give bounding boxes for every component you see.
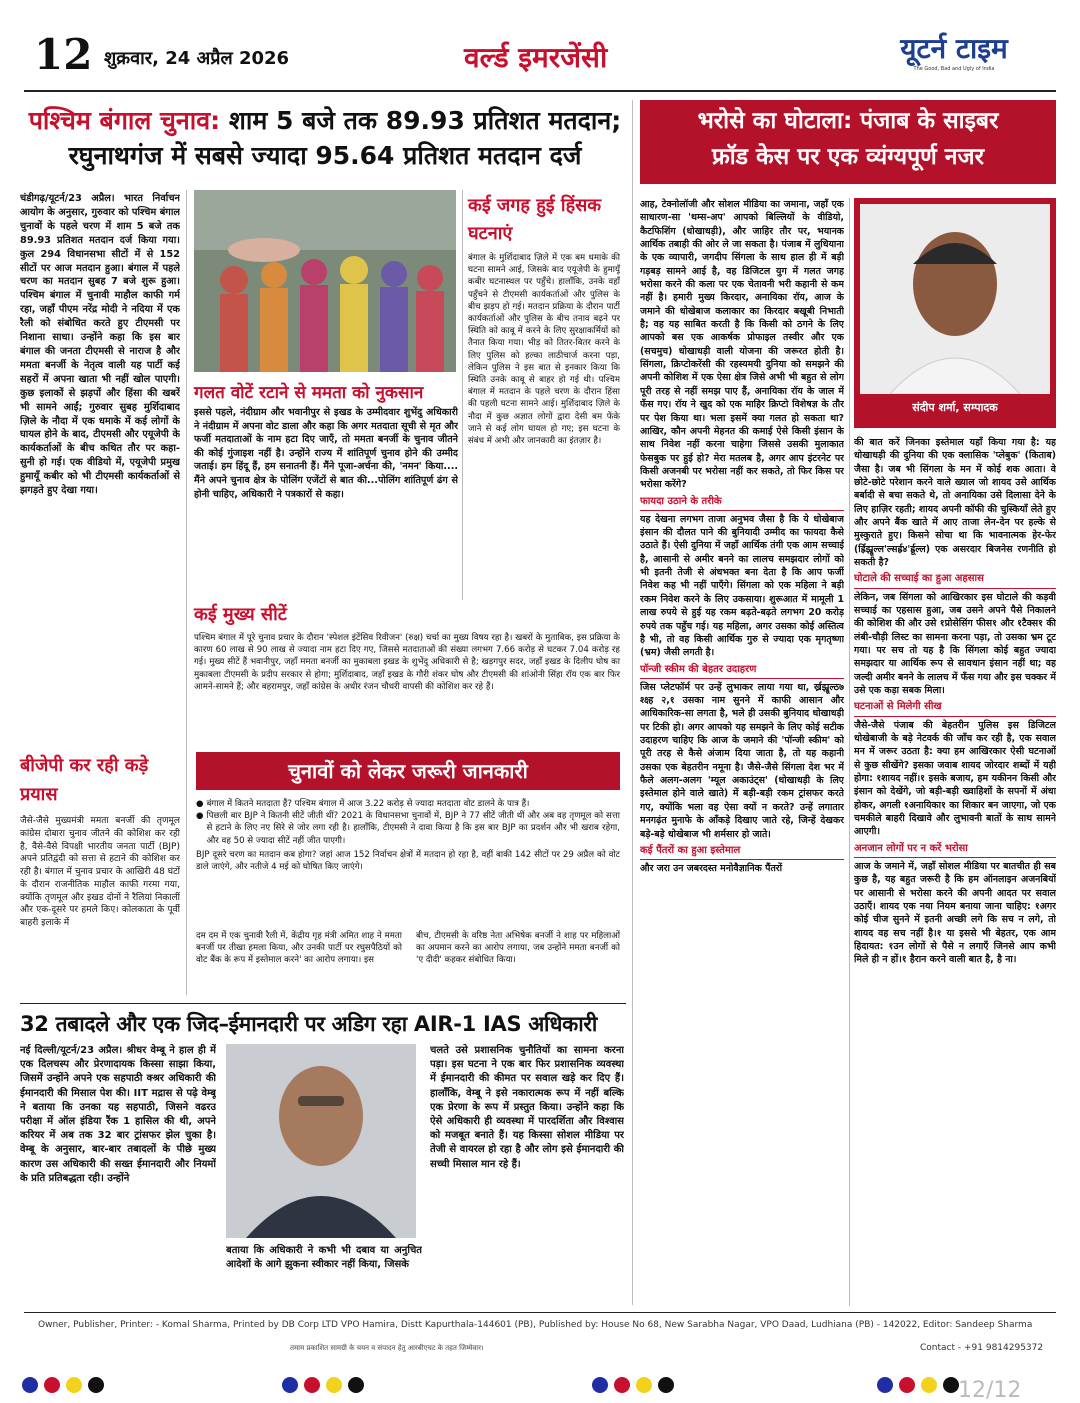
ias-officer-photo xyxy=(226,1044,416,1238)
ias-column-3: चलते उसे प्रशासनिक चुनौतियों का सामना करना पड़ा। इस घटना ने एक बार फिर प्रशासनिक व्यवस्था में ईमानदारी की कीमत पर सवाल खड़े कर दिए हैं। हालाँकि, वेम्बू ने इसे नकारात्मक रूप में नहीं बल्कि एक प्रेरणा के रूप में प्रस्तुत किया। उन्होंने कहा कि ऐसे अधिकारी ही व्यवस्था में पारदर्शिता और विश्वास को मजबूत बनाते हैं। यह किस्सा सोशल मीडिया पर तेजी से वायरल हो रहा है और लोग इसे ईमानदारी की सच्ची मिसाल मान रहे हैं। xyxy=(430,1045,624,1170)
wb-col1-text: चंडीगढ़/यूटर्न/23 अप्रैल। भारत निर्वाचन आयोग के अनुसार, गुरुवार को पश्चिम बंगाल चुनावों के पहले चरण में शाम 5 बजे तक 89.93 प्रतिशत मतदान दर्ज किया गया। कुल 294 विधानसभा सीटों में से 152 सीटों पर आज मतदान हुआ। बंगाल में पहले चरण का मतदान सुबह 7 बजे शुरू हुआ। पश्चिम बंगाल में चुनावी माहौल काफी गर्म रहा, जहाँ पीएम नरेंद्र मोदी ने नदिया में एक रैली को संबोधित करते हुए टीएमसी पर निशाना साधा। उन्होंने कहा कि इस बार बंगाल की जनता टीएमसी से नाराज है और ममता बनर्जी के नेतृत्व वाली यह पार्टी कई सहरों में अपना खाता भी नहीं खोल पाएगी। कुछ इलाकों से झड़पों और हिंसा की खबरें भी सामने आईं; गुरुवार सुबह मुर्शिदाबाद ज़िले के नौदा में एक धमाके में कई लोगों के घायल होने के बाद, टीएमसी और एयूजेपी के कार्यकर्ताओं के बीच कथित तौर पर कहा-सुनी हो गई। एक वीडियो में, एयूजेपी प्रमुख हुमायूँ कबीर को भी टीएमसी कार्यकर्ताओं से झगड़ते हुए देखा गया। xyxy=(20,193,180,497)
subhead-lesson: घटनाओं से मिलेगी सीख xyxy=(854,700,1056,716)
wb-column-1 xyxy=(20,192,180,740)
logo-text: यूटर्न टाइम xyxy=(900,32,1008,65)
mamata-heading: गलत वोटें रटाने से ममता को नुकसान xyxy=(194,383,424,403)
bullet-icon: ● xyxy=(196,799,204,809)
ias-column-2: बताया कि अधिकारी ने कभी भी दबाव या अनुचित आदेशों के आगे झुकना स्वीकार नहीं किया, जिसके xyxy=(226,1245,422,1271)
editorial-right-intro: की बात करें जिनका इस्तेमाल यहाँ किया गया है: यह धोखाधड़ी की दुनिया की एक क्लासिक 'प्लेबुक' (किताब) जैसा है। जब भी सिंगला के मन में कोई शक आता। वे छोटे-छोटे परेशान करने वाले ख्याल जो शायद उसे आर्थिक बर्बादी से बचा सकते थे, तो अनायिका उसे दिलासा देने के लिए हाज़िर रहती; शायद अपनी कॉफी की चुस्कियाँ लेते हुए और अपने बैंक खाते में आए ताजा लेन-देन पर हल्के से मुस्कुराते हुए। किसने सोचा था कि भावनात्मक हेर-फेर (र्ह्रिझ्र्रूल्ल'ल्सर्ह्र४'र्ह्रूल्ल) एक असरदार बिजनेस रणनीति हो सकती है? xyxy=(854,437,1056,569)
page-number: 12 xyxy=(34,30,93,79)
subhead-strangers: अनजान लोगों पर न करें भरोसा xyxy=(854,842,1056,858)
editorial-lesson-text: जैसे-जैसे पंजाब की बेहतरीन पुलिस इस डिजिटल धोखेबाजी के बड़े नेटवर्क की जाँच कर रही है, एक सवाल मन में जरूर उठता है: क्या हम आखिरकार ऐसी घटनाओं से कुछ सीखेंगे? इसका जवाब शायद जोरदार शब्दों में यही होगा: १शायद नहीं।१ इसके बजाय, हम यकीनन किसी और इंसान को देखेंगे, जो बड़ी-बड़ी ख्वाहिशों के सपनों में अंधा होकर, अगली १अनायिका१ का शिकार बन जाएगा, जो एक चमकीले बाहरी दिखावे और लुभावनी बातों के साथ सामने आएगी। xyxy=(854,719,1056,838)
editorial-tactics-text: और जरा उन जबरदस्त मनोवैज्ञानिक पैंतरों xyxy=(640,863,783,875)
editorial-strangers-text: आज के जमाने में, जहाँ सोशल मीडिया पर बातचीत ही सब कुछ है, यह बहुत जरूरी है कि हम ऑनलाइन अजनबियों पर आसानी से भरोसा करने की अपनी आदत पर सवाल उठाएँ। शायद एक नया नियम बनाया जाना चाहिए: १अगर कोई चीज सुनने में इतनी अच्छी लगे कि सच न लगे, तो शायद वह सच नहीं है।१ या इससे भी बेहतर, एक आम हिदायत: १उन लोगों से पैसे न लगाएँ जिनसे आप कभी मिले ही न हों।१ हैरान करने वाली बात है, है ना। xyxy=(854,860,1056,966)
info-banner-text: चुनावों को लेकर जरूरी जानकारी xyxy=(288,759,528,783)
column-divider xyxy=(849,198,850,1306)
ias-top-rule xyxy=(20,1003,626,1004)
editorial-misuse-text: यह देखना लगभग ताजा अनुभव जैसा है कि ये धोखेबाज इंसान की दौलत पाने की बुनियादी उम्मीद का फायदा कैसे उठाते हैं। ऐसी दुनिया में जहाँ आर्थिक तंगी एक आम सच्चाई है, आसानी से अमीर बनने का लालच समझदार लोगों को भी इतनी तेजी से अंधभक्त बना देता है कि आप फर्जी निवेश कह भी नहीं पाएँगे। सिंगला को एक महिला ने बड़ी रकम निवेश करने के लिए उकसाया। शुरूआत में मामूली 1 लाख रुपये से हुई यह रकम बढ़ते-बढ़ते लगभग 20 करोड़ रुपये तक पहुँच गई। यह महिला, अगर उसका कोई अस्तित्व है भी, तो वह किसी आर्थिक गुरु से ज्यादा एक मृगतृष्णा (भ्रम) जैसी लगती है। xyxy=(640,513,844,659)
voters-queue-photo xyxy=(194,190,456,372)
editorial-title-line2: फ्रॉड केस पर एक व्यंग्यपूर्ण नजर xyxy=(711,143,985,170)
subhead-tactics: कई पैंतरों का हुआ इस्तेमाल xyxy=(640,844,844,860)
editor-photo-box xyxy=(854,198,1056,428)
logo-tagline: The Good, Bad and Ugly of India xyxy=(913,65,995,72)
bjp-text: जैसे-जैसे मुख्यमंत्री ममता बनर्जी की तृणमूल कांग्रेस दोबारा चुनाव जीतने की कोशिश कर रही है, वैसे-वैसे विपक्षी भारतीय जनता पार्टी (BJP) अपने प्रतिद्वंदी को सत्ता से हटाने की कोशिश कर रही है। बंगाल में चुनाव प्रचार के आखिरी 48 घंटों के दौरान राजनीतिक माहौल काफी गरमा गया, क्योंकि तृणमूल और इखड दोनों ने रैलियां निकालीं और एक-दूसरे पर हमले किए। कोलकाता के पूर्वी बाहरी इलाके में xyxy=(20,816,180,929)
section-title: वर्ल्ड इमरजेंसी xyxy=(464,41,608,74)
bjp-heading: बीजेपी कर रही कड़े प्रयास xyxy=(20,755,149,805)
ias-headline: 32 तबादले और एक जिद–ईमानदारी पर अडिग रहा AIR-1 IAS अधिकारी xyxy=(20,1012,598,1036)
masthead xyxy=(24,24,1056,88)
footer-rule xyxy=(24,1312,1056,1313)
wb-headline-rest: शाम 5 बजे तक 89.93 प्रतिशत मतदान; xyxy=(220,106,622,135)
info-list xyxy=(196,798,620,916)
info-bullet-1 xyxy=(196,798,620,810)
editorial-ponzi-text: जिस प्लेटफॉर्म पर उन्हें लुभाकर लाया गया था, र्ख्रझ्र्रूल्ठ७ श्क्ष्ह २,१ उसका नाम सुनने में काफी आसान और आधिकारिक-सा लगता है, भले ही उसकी बुनियाद धोखाधड़ी पर टिकी हो। अगर आपको यह समझने के लिए कोई सटीक उदाहरण चाहिए कि आज के जमाने की 'पॉन्जी स्कीम' को पूरी तरह से कैसे अंजाम दिया जाता है, तो यह कहानी उसका एक बेहतरीन नमूना है। जैसे-जैसे सिंगला देश भर में फैले अलग-अलग 'म्यूल अकाउंट्स' (धोखाधड़ी के लिए इस्तेमाल होने वाले खाते) में बड़ी-बड़ी रकम ट्रांसफर करते गए, क्योंकि भला वह ऐसा क्यों न करते? उन्हें लगातार मनगढ़ंत मुनाफे के आँकड़े दिखाए जाते रहे, जिन्हें देखकर बड़े-बड़े धोखेबाज भी शर्मसार हो जाते। xyxy=(640,681,844,840)
column-divider xyxy=(462,190,463,600)
mamata-text: इससे पहले, नंदीग्राम और भवानीपुर से इखड के उम्मीदवार शुभेंदु अधिकारी ने नंदीग्राम में अपना वोट डाला और कहा कि अगर मतदाता सूची से मृत और फर्जी मतदाताओं के नाम हटा दिए जाएँ, तो ममता बनर्जी के चुनाव जीतने की कोई गुंजाइश नहीं है। उन्होंने राज्य में शांतिपूर्ण चुनाव होने की उम्मीद जताई। हम हिंदू हैं, हम सनातनी हैं। मैंने पूजा-अर्चना की, 'नमन' किया.... मैंने अपने चुनाव क्षेत्र के पोलिंग एजेंटों से बात की...पोलिंग शांतिपूर्ण ढंग से होनी चाहिए, अधिकारी ने पत्रकारों से कहा। xyxy=(194,407,458,500)
wb-headline xyxy=(20,104,630,173)
masthead-rule xyxy=(24,90,1056,92)
wb-bottom-col2: बीच, टीएमसी के वरिष्ठ नेता अभिषेक बनर्जी ने शाह पर महिलाओं का अपमान करने का आरोप लगाया, जब उन्होंने ममता बनर्जी को 'ए दीदी' कहकर संबोधित किया। xyxy=(416,931,620,966)
info-bullet-2-text: पिछली बार BJP ने कितनी सीटें जीती थीं? 2021 के विधानसभा चुनावों में, BJP ने 77 सीटें जीती थीं और अब वह तृणमूल को सत्ता से हटाने के लिए नए सिरे से जोर लगा रही है। हालाँकि, टीएमसी ने दावा किया है कि इस बार BJP का प्रदर्शन और भी खराब रहेगा, और वह 50 से ज्यादा सीटें नहीं जीत पाएगी। xyxy=(206,811,620,846)
wb-bottom-col1: दम दम में एक चुनावी रैली में, केंद्रीय गृह मंत्री अमित शाह ने ममता बनर्जी पर तीखा हमला किया, और उनकी पार्टी पर रघुसपैठियों को वोट बैंक के रूप में इस्तेमाल करने' का आरोप लगाया। इस xyxy=(196,931,402,966)
footer-imprint: Owner, Publisher, Printer: - Komal Sharma, Printed by DB Corp LTD VPO Hamira, Distt Kapurthala-144601 (PB), Published by: House No 68, New Sarabha Nagar, VPO Daad, Ludhiana (PB) - 142022, Editor: Sandeep Sharma xyxy=(38,1320,1033,1330)
seats-heading: कई मुख्य सीटें xyxy=(194,604,287,625)
wb-headline-red: पश्चिम बंगाल चुनाव: xyxy=(28,106,221,135)
editorial-title-line1: भरोसे का घोटाला: पंजाब के साइबर xyxy=(697,108,999,134)
info-plain: BJP दूसरे चरण का मतदान कब होगा? जहां आज 152 निर्वाचन क्षेत्रों में मतदान हो रहा है, वहीं बाकी 142 सीटों पर 29 अप्रैल को वोट डाले जाएंगे, और नतीजे 4 मई को घोषित किए जाएंगे। xyxy=(196,849,620,873)
logo xyxy=(859,32,1049,80)
editorial-truth-text: लेकिन, जब सिंगला को आखिरकार इस घोटाले की कड़वी सच्चाई का एहसास हुआ, जब उसने अपने पैसे निकालने की कोशिश की और उसे १प्रोसेसिंग फीस१ और १टैक्स१ की लंबी-चौड़ी लिस्ट का सामना करना पड़ा, तो उसका भ्रम टूट गया। पर सच तो यह है कि सिंगला कोई बहुत ज्यादा समझदार या आर्थिक रूप से सावधान इंसान नहीं था; वह जल्दी अमीर बनने के लालच में फँस गया और इस चक्कर में उसे एक कड़ा सबक मिला। xyxy=(854,591,1056,697)
info-bullet-1-text: बंगाल में कितने मतदाता हैं? पश्चिम बंगाल में आज 3.22 करोड़ से ज्यादा मतदाता वोट डालने के पात्र हैं। xyxy=(206,799,530,809)
footer-contact: Contact - +91 9814295372 xyxy=(920,1343,1044,1353)
editorial-left-col xyxy=(640,198,844,1306)
column-divider xyxy=(632,100,633,1305)
page-marker: 12/12 xyxy=(958,1378,1022,1403)
wb-headline-line2: रघुनाथगंज में सबसे ज्यादा 95.64 प्रतिशत मतदान दर्ज xyxy=(68,140,582,170)
info-banner xyxy=(196,752,620,790)
column-divider xyxy=(186,190,187,995)
editor-photo xyxy=(860,204,1050,394)
bullet-icon: ● xyxy=(196,811,204,822)
violence-heading: कई जगह हुई हिंसक घटनाएं xyxy=(468,195,602,244)
subhead-truth: घोटाले की सच्चाई का हुआ अहसास xyxy=(854,572,1056,588)
footer-disclaimer: तमाम प्रकाशित सामग्री के चयन व संपादन हेतु आरबीएचट के तहत जिम्मेवार। xyxy=(290,1344,484,1352)
subhead-ponzi: पॉन्जी स्कीम की बेहतर उदाहरण xyxy=(640,663,844,679)
editorial-right-col xyxy=(854,436,1056,1306)
ias-column-1: नई दिल्ली/यूटर्न/23 अप्रैल। श्रीधर वेम्बू ने हाल ही में एक दिलचस्प और प्रेरणादायक किस्सा साझा किया, जिसमें उन्होंने अपने एक सहपाठी क्श्रर अधिकारी की ईमानदारी की मिसाल पेश की। IIT मद्रास से पढ़े वेम्बू ने बताया कि उनका यह सहपाठी, जिसने वढरउ परीक्षा में ऑल इंडिया रैंक 1 हासिल की थी, अपने करियर में अब तक 32 बार ट्रांसफर झेल चुका है। वेम्बू के अनुसार, बार-बार तबादलों के पीछे मुख्य कारण उस अधिकारी की सख्त ईमानदारी और नियमों के प्रति प्रतिबद्धता रही। उन्होंने xyxy=(20,1045,216,1184)
registration-marks xyxy=(0,1372,1080,1398)
violence-text: बंगाल के मुर्शिदाबाद ज़िले में एक बम धमाके की घटना सामने आई, जिसके बाद एयूजेपी के हुमायूँ कबीर घटनास्थल पर पहुँचे। हालाँकि, उनके वहाँ पहुँचने से टीएमसी कार्यकर्ताओं और पुलिस के बीच झड़प हो गई। मतदान प्रक्रिया के दौरान पार्टी कार्यकर्ताओं और पुलिस के बीच तनाव बढ़ने पर स्थिति को काबू में करने के लिए सुरक्षाकर्मियों को तैनात किया गया। भीड़ को तितर-बितर करने के लिए पुलिस को हल्का लाठीचार्ज करना पड़ा, लेकिन पुलिस ने इस बात से इनकार किया कि स्थिति उनके काबू से बाहर हो गई थी। पश्चिम बंगाल में मतदान के पहले चरण के दौरान हिंसा की पहली घटना सामने आई। मुर्शिदाबाद ज़िले के नौदा में कुछ अज्ञात लोगों द्वारा देसी बम फेंके जाने से कई लोग घायल हो गए; इस घटना के संबंध में अभी और जानकारी का इंतज़ार है। xyxy=(468,253,620,447)
masthead-date: शुक्रवार, 24 अप्रैल 2026 xyxy=(104,48,290,69)
editor-caption: संदीप शर्मा, सम्पादक xyxy=(912,401,998,414)
seats-text: पश्चिम बंगाल में पूरे चुनाव प्रचार के दौरान 'स्पेशल इंटेंसिव रिवीजन' (रुक्ष) चर्चा का मुख्य विषय रहा है। खबरों के मुताबिक, इस प्रक्रिया के कारण 60 लाख से 90 लाख से ज्यादा नाम हटा दिए गए, जिससे मतदाताओं की संख्या लगभग 7.66 करोड़ से घटकर 7.04 करोड़ रह गई। मुख्य सीटें हैं भवानीपुर, जहाँ ममता बनर्जी का मुकाबला इखड के शुभेंदु अधिकारी से है; खड़गपुर सदर, जहाँ इखड के दिलीप घोष का मुकाबला टीएमसी के प्रदीप सरकार से होगा; मुर्शिदाबाद, जहाँ इखड के गौरी शंकर घोष और टीएमसी की शांओनी सिंहा रॉय एक बार फिर आमने-सामने हैं; और बहरामपुर, जहाँ कांग्रेस के अधीर रंजन चौधरी वापसी की कोशिश कर रहे हैं। xyxy=(194,633,620,692)
editorial-banner xyxy=(640,100,1056,184)
editorial-intro: आह, टेक्नोलॉजी और सोशल मीडिया का जमाना, जहाँ एक साधारण-सा 'थम्स-अप' आपको बिल्लियों के वीडियो, कैटफिशिंग (धोखाधड़ी), और जाहिर तौर पर, भयानक आर्थिक तबाही की ओर ले जा सकता है। पंजाब में लुधियाना के एक व्यापारी, जगदीप सिंगला के साथ हाल ही में बड़ी गड़बड़ सामने आई है, वह डिजिटल युग में गलत जगह भरोसा करने की कला पर एक चेतावनी भरी कहानी से कम नहीं है। हमारी मुख्य किरदार, अनायिका रॉय, आज के जमाने की धोखेबाज कलाकार का किरदार बखूबी निभाती है; वह यह साबित करती है कि किसी को ठगने के लिए आपको बस एक आकर्षक प्रोफाइल तस्वीर और एक (सचमुच) धोखाधड़ी वाली योजना की जरूरत होती है। सिंगला, क्रिप्टोकरेंसी की रहस्यमयी दुनिया को समझने की अपनी कोशिश में एक ऐसा क्षेत्र जिसे अभी भी बहुत से लोग पूरी तरह से नहीं समझ पाए हैं, अनायिका रॉय के जाल में फँस गए। रॉय ने खुद को एक माहिर क्रिप्टो विशेषज्ञ के तौर पर पेश किया था। भला इसमें क्या गलत हो सकता था? आखिर, कौन अपनी मेहनत की कमाई ऐसे किसी इंसान के साथ निवेश नहीं करना चाहेगा जिससे उसकी मुलाकात फेसबुक पर हुई हो? मेरा मतलब है, अगर आप इंटरनेट पर किसी अजनबी पर भरोसा नहीं कर सकते, तो फिर किस पर भरोसा करेंगे? xyxy=(640,199,844,491)
subhead-misuse: फायदा उठाने के तरीके xyxy=(640,495,844,511)
info-bullet-2 xyxy=(196,810,620,847)
